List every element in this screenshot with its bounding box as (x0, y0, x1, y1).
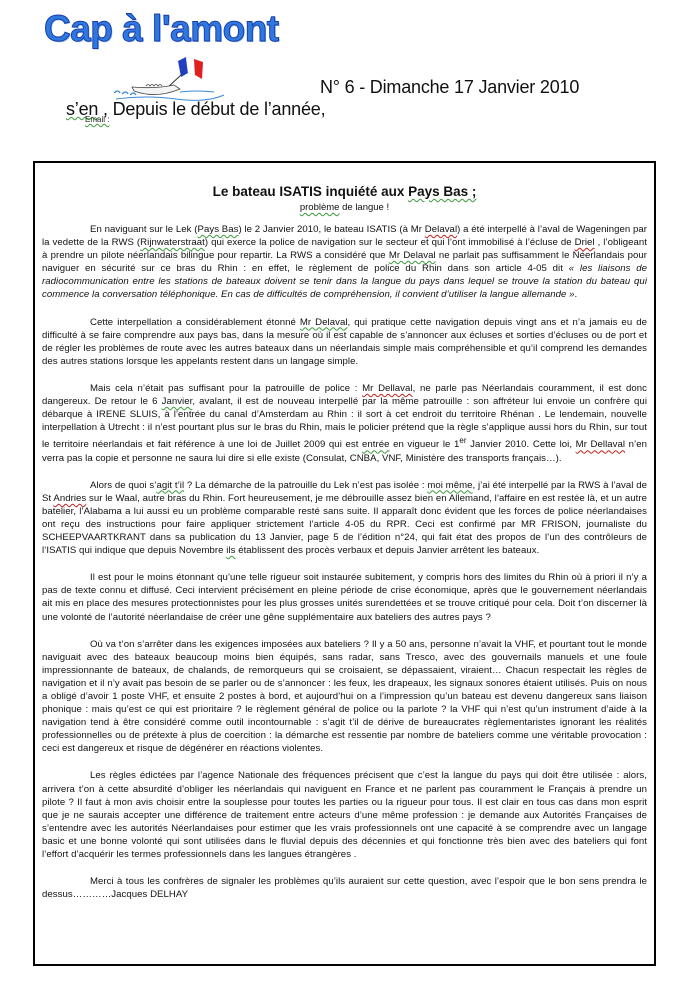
superscript: er (459, 436, 467, 446)
text-run: , qui pratique cette navigation depuis vingt ans et n’a jamais eu de difficulté à se faire comprendre aux pays bas, dans la mesure où il est capable de s’annoncer aux écluses et sorties d’écluses ou de port et de régler les problèmes de route avec les autres bateaux dans un néerlandais simple mais compréhensible et qu’il comprend les demandes des autres stations lorsque les appelants restent dans un langage simple. (42, 316, 647, 367)
text-run: Cette interpellation a considérablement étonné (90, 316, 300, 328)
text-run: , j’ai été interpellé par la RWS à l’aval de St (42, 479, 647, 504)
flagged-word: Mr Dellaval (575, 439, 626, 451)
article-body (42, 223, 647, 915)
boat-passengers (146, 85, 162, 87)
paragraph-3 (42, 382, 647, 465)
article-title (35, 184, 654, 199)
text-run: établissent des procès verbaux et depuis Janvier arrêtent les bateaux. (235, 545, 540, 557)
subtitle-flagged: problème (299, 202, 340, 213)
paragraph-4 (42, 479, 647, 558)
text-run: , avalant, il est de nouveau interpellé par la même patrouille : son affréteur lui envoie un confrère qui débarque à IRENE SLUIS, à l’entrée du canal d’Amsterdam au Rhin : il sort à cet endroit du territoire Rhénan . Le lendemain, nouvelle interpellation à Utrecht : il n’est pourtant plus sur le bras du Rhin, mais le policier prétend que la règle s’applique aussi hors du Rhin, sur tout le territoire néerlandais et fait référence à une loi de Juillet 2009 qui est (42, 396, 647, 451)
boat-hull (132, 85, 180, 95)
subline-prefix: s’en (66, 99, 99, 119)
flagged-word: Andries (53, 492, 87, 504)
wave-curls (114, 91, 136, 95)
text-run: , l’obligeant à prendre un pilote néerlandais bilingue pour repartir. La RWS a considéré que (42, 237, 648, 262)
french-flag-icon (178, 57, 203, 79)
text-run: n’en verra pas la copie et personne ne saura lui dire si elle existe (Consulat, CNBA, VNF, Ministère des transports français…). (42, 439, 647, 464)
text-run: ne parlait pas suffisamment le Néerlandais pour naviguer en sécurité sur ce bras du Rhin : en effet, le règlement de police du Rhin dans son article 4-05 dit (42, 250, 647, 275)
water-line-2 (180, 91, 214, 92)
text-run: ? La démarche de la patrouille du Lek n’est pas isolée : (184, 479, 428, 491)
article-frame (33, 161, 656, 966)
article-title-flagged: Pays Bas ; (408, 184, 477, 199)
flagged-word: entrée (361, 439, 390, 451)
text-run: ) a été interpellé à l’aval de Wageningen par la vedette de la RWS ( (42, 224, 647, 249)
text-run: Mais cela n’était pas suffisant pour la patrouille de police : (90, 382, 363, 394)
paragraph-6: Où va t’on s’arrêter dans les exigences imposées aux bateliers ? Il y a 50 ans, personne n’avait la VHF, et pourtant tout le monde naviguait avec des bateaux beaucoup moins bien équipés, sans radar, sans Tresco, avec des gouvernails manuels et une foule impressionnante de bateaux, de chalands, de remorqueurs qui se croisaient, se dépassaient, viraient… Chacun respectait les règles de navigation et il n’y avait pas besoin de se parler ou de s’annoncer : les feux, les drapeaux, les signaux sonores étaient utilisés. Puis on nous a obligé d’avoir 1 poste VHF, et ensuite 2 postes à bord, et aujourd’hui on a l’impression qu’un bateau est devenu dangereux sans liaison phonique : mais qu’est ce qui est prioritaire ? le règlement général de police ou la parlote ? la VHF qui n’est qu’un instrument d’aide à la navigation tend à être considéré comme outil incontournable : s’agit t’il de dérive de bureaucrates règlementaristes ignorant les réalités professionnelles ou de prétexte à plus de coercition : la démarche est ressentie par nombre de bateliers comme une véritable provocation : ceci est dangereux et risque de dégénérer en réactions violentes. (42, 638, 647, 755)
flagged-word: Delaval (424, 224, 458, 235)
paragraph-5: Il est pour le moins étonnant qu’une telle rigueur soit instaurée subitement, y compris hors des limites du Rhin où à priori il n’y a pas de texte connu et diffusé. Ceci intervient précisément en pleine période de crise économique, après que le gouvernement néerlandais ait mis en place des mesures protectionnistes pour les plus grosses unités surendettées et se trouve critiqué pour cela. Doit t’on discerner là une volonté de l’autorité néerlandaise de créer une gêne supplémentaire aux bateliers des autres pays ? (42, 572, 647, 623)
text-run: en vigueur le 1 (389, 439, 460, 451)
text-run: ) le 2 Janvier 2010, le bateau ISATIS (à Mr (238, 224, 425, 235)
text-run: Janvier 2010. Cette loi, (466, 439, 576, 451)
flagged-word: agit t’il (156, 479, 185, 491)
subline-text: , Depuis le début de l’année, (98, 99, 326, 119)
email-label: Email : (85, 115, 110, 124)
flagged-word: Mr Delaval (299, 316, 348, 328)
issue-number-date: N° 6 - Dimanche 17 Janvier 2010 (320, 77, 580, 97)
flagged-word: Pays Bas (197, 224, 239, 235)
flagged-word: Driel (574, 237, 595, 249)
subtitle-rest: de langue ! (339, 202, 390, 213)
flagged-word: Mr Dellaval (362, 382, 413, 394)
article-subtitle (35, 202, 654, 213)
paragraph-7: Les règles édictées par l’agence Nationale des fréquences précisent que c’est la langue du pays qui doit être utilisée : alors, arrivera t’on à cette absurdité d’obliger les néerlandais qui naviguent en France et ne parlent pas couramment le Français à prendre un pilote ? Il faut à mon avis choisir entre la souplesse pour toutes les parties ou la rigueur pour tous. Il est clair en tous cas dans mon esprit que je ne saurais accepter une différence de traitement entre acteurs d’une même profession : je demande aux Autorités Françaises de s’entendre avec les autorités Néerlandaises pour estimer que les vrais professionnels ont une capacité à se comprendre avec un langage basic et une bonne volonté qui sont utilisées dans le fluvial depuis des décennies et qui fonctionne très bien avec des bateliers qui font l’effort d’acquérir les termes professionnels dans les langues étrangères . (42, 770, 647, 861)
article-title-main: Le bateau ISATIS inquiété aux (212, 184, 409, 199)
paragraph-2 (42, 316, 647, 368)
flagged-word: Janvier (161, 396, 193, 408)
paragraph-8-signature: Merci à tous les confrères de signaler les problèmes qu’ils auraient sur cette question, avec l’espoir que le bon sens prendra le dessus…………Jacques DELHAY (42, 876, 647, 901)
text-run: sur le Waal, autre bras du Rhin. Fort heureusement, je me débrouille assez bien en Allemand, l’affaire en est restée là, et un autre batelier, l’Alabama a lui aussi eu un problème comparable resté sans suite. Il apparaît donc évident que les forces de police néerlandaises ont reçu des instructions pour faire appliquer strictement l’article 4-05 du RPR. Ceci est confirmé par MR FRISON, journaliste du SCHEEPVAARTKRANT dans sa publication du 13 Janvier, page 5 de l’édition n°24, qui fait état des propos de l’un des contrôleurs de l’ISATIS qui indique que depuis Novembre (42, 492, 647, 557)
paragraph-1 (42, 223, 647, 302)
flagged-word: Rijnwaterstraat (140, 237, 205, 249)
text-run: Alors de quoi s’ (90, 479, 157, 491)
flagged-word: ils (226, 545, 236, 557)
quoted-regulation: « les liaisons de radiocommunication entre les stations de bateaux doivent se tenir dans la langue du pays dans lequel se trouve la station du bateau qui commence la conversation téléphonique. En cas de difficultés de compréhension, il convient d’utiliser la langue allemande » (42, 263, 647, 301)
text-run: En naviguant sur le Lek ( (90, 224, 198, 235)
boat-with-flag-icon (96, 55, 226, 103)
logo-title: Cap à l'amont (44, 8, 279, 49)
flagged-word: moi même (427, 479, 473, 491)
text-run: ) qui exerce la police de navigation sur le secteur et qui l’ont immobilisé à l’écluse de (204, 237, 575, 249)
text-run: , ne parle pas Néerlandais couramment, il est donc dangereux. De retour le 6 (42, 382, 647, 408)
text-run: . (574, 289, 578, 301)
flagged-word: Mr Delaval (388, 250, 436, 262)
